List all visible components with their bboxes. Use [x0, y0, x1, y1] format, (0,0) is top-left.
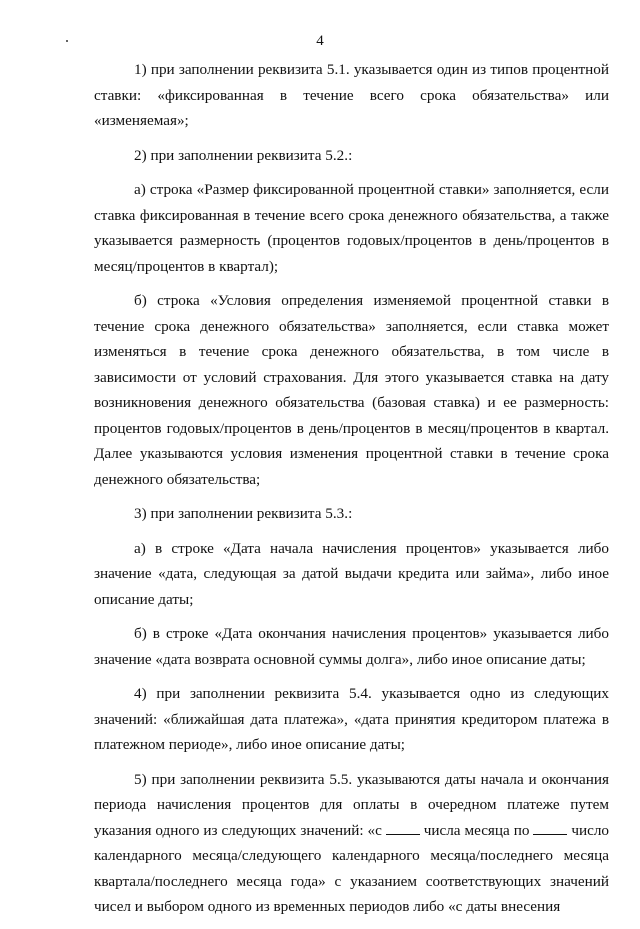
fill-in-blank	[533, 822, 567, 835]
paragraph-item-2a: а) строка «Размер фиксированной процентной ставки» заполняется, если ставка фиксированная в течение всего срока денежного обязательства, а также указывается размерность (процентов годовых/процентов в день/процентов в месяц/процентов в квартал);	[94, 181, 609, 275]
paragraph-item-5-part1: 5) при заполнении реквизита 5.5. указываются даты начала и окончания периода начисления процентов для оплаты в очередном платеже путем указания одного из следующих значений: «с	[94, 770, 609, 839]
fill-in-blank	[386, 822, 420, 835]
paragraph-item-5	[94, 767, 609, 920]
paragraph-item-3a: а) в строке «Дата начала начисления процентов» указывается либо значение «дата, следующая за датой выдачи кредита или займа», либо иное описание даты;	[94, 539, 609, 608]
paragraph-item-5-part2: числа месяца по	[423, 821, 530, 839]
paragraph-item-1: 1) при заполнении реквизита 5.1. указывается один из типов процентной ставки: «фиксированная в течение всего срока обязательства» или «изменяемая»;	[94, 61, 609, 129]
paragraph-item-3b: б) в строке «Дата окончания начисления процентов» указывается либо значение «дата возврата основной суммы долга», либо иное описание даты;	[94, 625, 609, 668]
paragraph-item-4: 4) при заполнении реквизита 5.4. указывается одно из следующих значений: «ближайшая дата платежа», «дата принятия кредитором платежа в платежном периоде», либо иное описание даты;	[94, 685, 609, 753]
page-number: 4	[316, 33, 324, 49]
paragraph-item-2: 2) при заполнении реквизита 5.2.:	[134, 146, 353, 164]
paragraph-item-3: 3) при заполнении реквизита 5.3.:	[134, 505, 353, 522]
document-body	[94, 57, 609, 929]
paragraph-item-5-part3: число календарного месяца/следующего календарного месяца/последнего месяца квартала/последнего месяца года» с указанием соответствующих значений чисел и выбором одного из временных периодов либо «с даты внесения	[94, 821, 610, 915]
paragraph-item-2b: б) строка «Условия определения изменяемой процентной ставки в течение срока денежного обязательства» заполняется, если ставка может изменяться в течение срока денежного обязательства, в том числе в зависимости от условий страхования. Для этого указывается ставка на дату возникновения денежного обязательства (базовая ставка) и ее размерность: процентов годовых/процентов в день/процентов в месяц/процентов в квартал. Далее указываются условия изменения процентной ставки в течение срока денежного обязательства;	[94, 292, 609, 488]
